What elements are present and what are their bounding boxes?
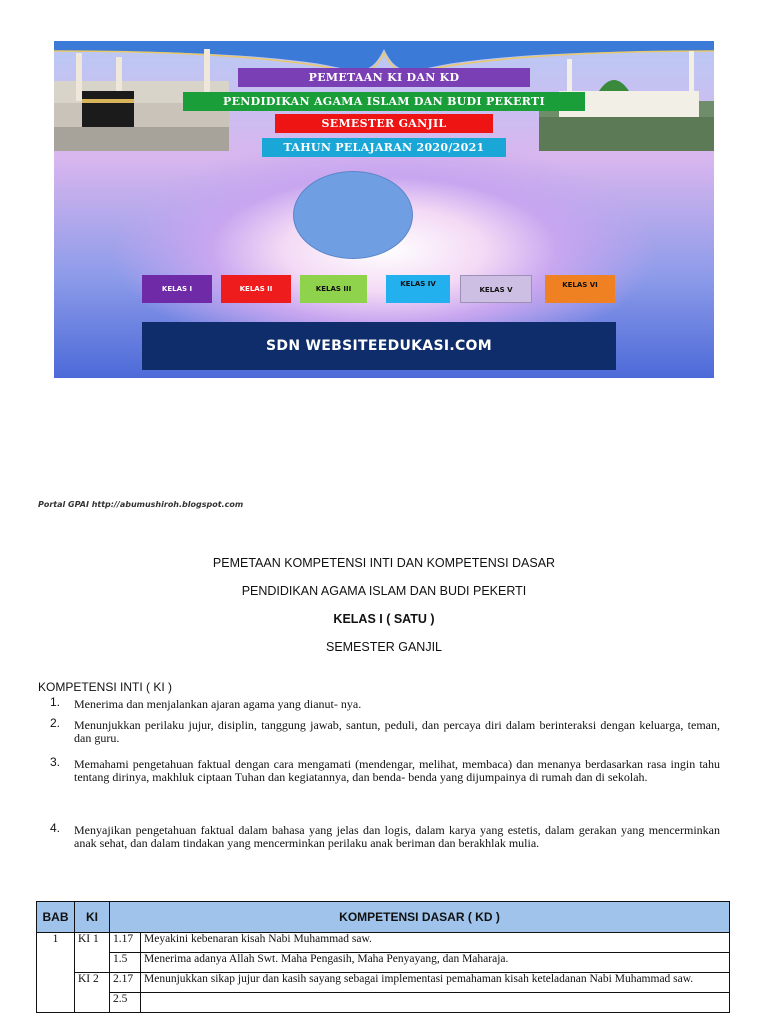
cell-kd-text: Meyakini kebenaran kisah Nabi Muhammad saw. [141,933,730,953]
cell-kd-number: 2.5 [110,993,141,1013]
table-row [37,993,730,1013]
cell-bab: 1 [37,933,75,1013]
cell-kd-number: 2.17 [110,973,141,993]
school-name-bar[interactable]: SDN WEBSITEEDUKASI.COM [142,322,616,370]
banner-title-2: PENDIDIKAN AGAMA ISLAM DAN BUDI PEKERTI [183,92,585,111]
ki-item-number: 4. [50,821,61,835]
cell-kd-text: Menunjukkan sikap jujur dan kasih sayang sebagai implementasi pemahaman kisah keteladanan Nabi Muhammad saw. [141,973,730,993]
kd-table [36,901,730,1013]
banner-title-3: SEMESTER GANJIL [275,114,493,133]
header-banner [54,41,714,378]
table-row [37,973,730,993]
table-header-row [37,902,730,933]
kelas-4-button[interactable]: KELAS IV [386,275,450,303]
cell-kd-text: Menerima adanya Allah Swt. Maha Pengasih, Maha Penyayang, dan Maharaja. [141,953,730,973]
ki-section-title: KOMPETENSI INTI ( KI ) [38,680,173,694]
cell-kd-text [141,993,730,1013]
table-row [37,953,730,973]
cell-kd-number: 1.5 [110,953,141,973]
kelas-2-button[interactable]: KELAS II [221,275,291,303]
logo-oval [293,171,413,259]
kelas-3-button[interactable]: KELAS III [300,275,367,303]
kelas-5-button[interactable]: KELAS V [460,275,532,303]
ki-item-text: Menerima dan menjalankan ajaran agama yang dianut- nya. [74,697,362,711]
ki-item-number: 3. [50,755,61,769]
doc-heading-2: PENDIDIKAN AGAMA ISLAM DAN BUDI PEKERTI [241,584,527,598]
ki-item-number: 1. [50,695,61,709]
doc-heading-1: PEMETAAN KOMPETENSI INTI DAN KOMPETENSI DASAR [212,556,556,570]
header-ki: KI [75,902,110,933]
table-row [37,933,730,953]
portal-footer-text: Portal GPAI http://abumushiroh.blogspot.com [38,500,244,509]
ki-item-text: Menyajikan pengetahuan faktual dalam bahasa yang jelas dan logis, dalam karya yang estetis, dalam gerakan yang mencerminkan anak sehat, dan dalam tindakan yang mencerminkan perilaku anak beriman dan berakhlak mulia. [74,823,720,850]
header-bab: BAB [37,902,75,933]
doc-heading-3: KELAS I ( SATU ) [333,612,435,626]
banner-title-1: PEMETAAN KI DAN KD [238,68,530,87]
doc-heading-4: SEMESTER GANJIL [326,640,442,654]
kelas-6-button[interactable]: KELAS VI [545,275,615,303]
cell-kd-number: 1.17 [110,933,141,953]
kelas-1-button[interactable]: KELAS I [142,275,212,303]
ki-item-text: Memahami pengetahuan faktual dengan cara mengamati (mendengar, melihat, membaca) dan menanya berdasarkan rasa ingin tahu tentang dirinya, makhluk ciptaan Tuhan dan kegiatannya, dan benda- benda yang dijumpainya di rumah dan di sekolah. [74,757,720,784]
banner-title-4: TAHUN PELAJARAN 2020/2021 [262,138,506,157]
ki-item-text: Menunjukkan perilaku jujur, disiplin, tanggung jawab, santun, peduli, dan percaya diri dalam berinteraksi dengan keluarga, teman, dan guru. [74,718,720,745]
cell-ki: KI 1 [75,933,110,973]
cell-ki: KI 2 [75,973,110,1013]
ki-item-number: 2. [50,716,61,730]
header-kd: KOMPETENSI DASAR ( KD ) [110,902,730,933]
